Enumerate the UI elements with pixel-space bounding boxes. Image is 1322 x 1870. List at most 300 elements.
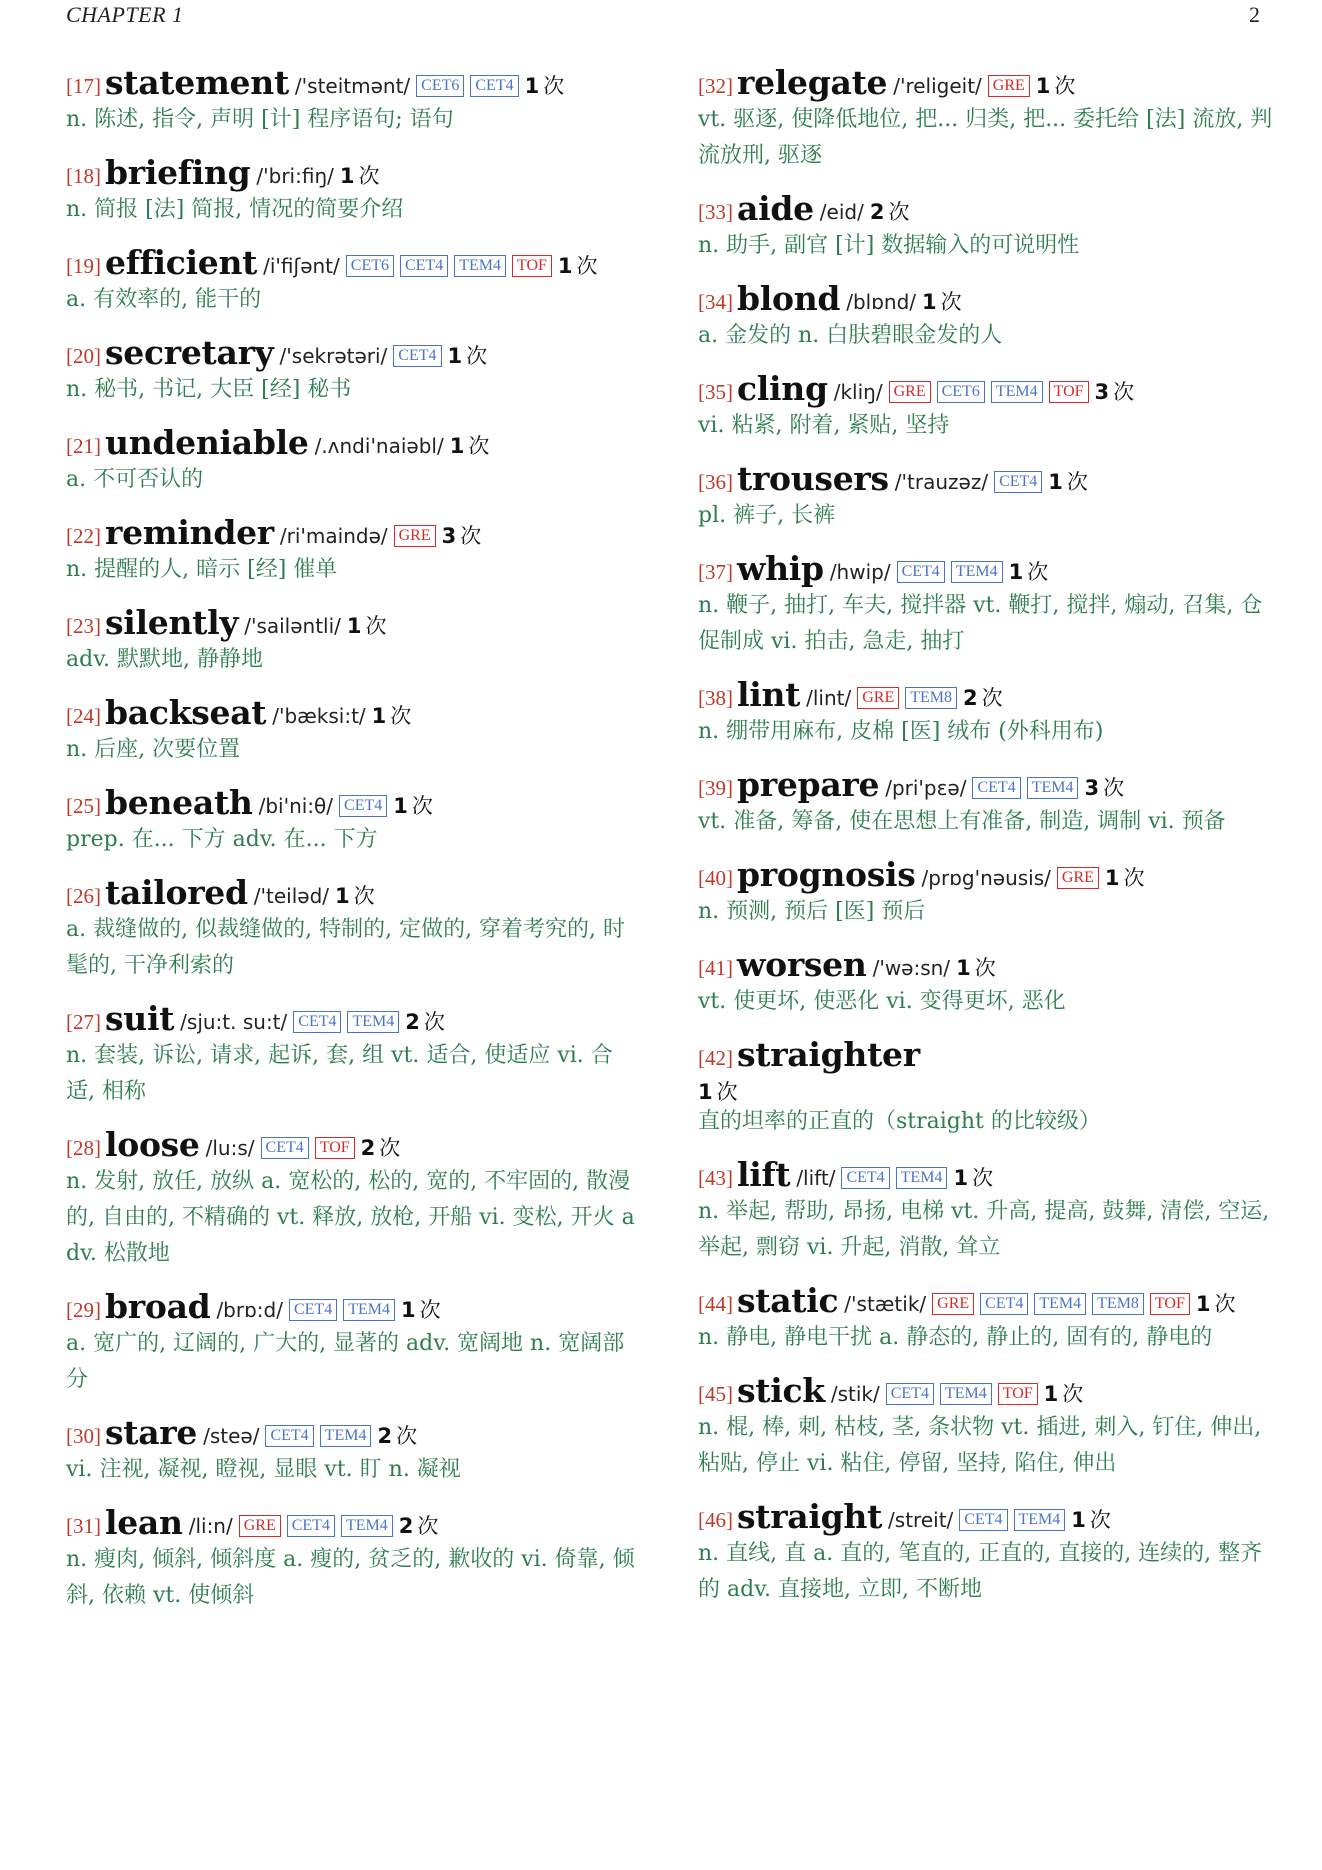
entry-headline [66,154,641,192]
count-number: 3 [441,524,457,548]
headword: whip [737,549,824,588]
exam-tag: TEM4 [1027,777,1079,799]
vocab-entry [66,604,641,678]
headword: trousers [737,459,889,498]
count-number: 1 [335,884,350,908]
frequency-count [953,1159,993,1197]
headword: lint [737,675,801,714]
definition: n. 陈述, 指令, 声明 [计] 程序语句; 语句 [66,107,454,132]
entry-headline [698,1156,1273,1194]
frequency-count [698,1077,738,1107]
exam-tag: CET4 [972,777,1020,799]
vocab-entry [698,946,1273,1020]
exam-tag: GRE [1057,867,1099,889]
definition: n. 绷带用麻布, 皮棉 [医] 绒布 (外科用布) [698,719,1104,744]
exam-tag: CET4 [393,345,441,367]
headword: secretary [105,333,274,372]
vocab-entry [66,334,641,408]
frequency-count [1095,373,1135,411]
count-unit: 次 [1062,1382,1084,1406]
exam-tag: TEM4 [1014,1509,1066,1531]
headword: straight [737,1497,883,1536]
headword: straighter [737,1035,920,1074]
count-unit: 次 [1123,866,1145,890]
entry-index: [26] [66,884,101,908]
frequency-count [956,949,996,987]
entry-headline [66,694,641,732]
entry-headline [66,334,641,372]
exam-tag: CET6 [416,75,464,97]
entry-index: [35] [698,380,733,404]
count-unit: 次 [543,74,565,98]
exam-tag: CET6 [346,255,394,277]
exam-tag: CET4 [293,1011,341,1033]
phonetic: /'sekrətəri/ [279,344,388,368]
exam-tag: TEM4 [347,1011,399,1033]
entry-headline [66,1504,641,1542]
definition: n. 瘦肉, 倾斜, 倾斜度 a. 瘦的, 贫乏的, 歉收的 vi. 倚靠, 倾斜, 依赖 vt. 使倾斜 [66,1547,635,1608]
phonetic: /streit/ [888,1508,954,1532]
count-unit: 次 [981,686,1003,710]
definition: n. 直线, 直 a. 直的, 笔直的, 正直的, 直接的, 连续的, 整齐的 adv. 直接地, 立即, 不断地 [698,1541,1263,1602]
count-unit: 次 [1113,380,1135,404]
vocab-entry [66,244,641,318]
count-unit: 次 [358,164,380,188]
entry-headline [66,514,641,552]
definition: vt. 准备, 筹备, 使在思想上有准备, 制造, 调制 vi. 预备 [698,809,1226,834]
definition: n. 棍, 棒, 刺, 枯枝, 茎, 条状物 vt. 插进, 刺入, 钉住, 伸出, 粘贴, 停止 vi. 粘住, 停留, 坚持, 陷住, 伸出 [698,1415,1262,1476]
exam-tag: CET4 [470,75,518,97]
entry-index: [24] [66,704,101,728]
vocab-entry [66,424,641,498]
headword: prognosis [737,855,916,894]
running-head [66,0,1260,30]
count-unit: 次 [576,254,598,278]
headword: relegate [737,63,888,102]
count-number: 1 [400,1298,416,1322]
phonetic: /sju:t. su:t/ [180,1010,288,1034]
vocab-entry [698,550,1273,660]
vocab-entry [698,1036,1273,1140]
count-unit: 次 [379,1136,401,1160]
exam-tag: TOF [512,255,552,277]
phonetic: /pri'pɛə/ [885,776,967,800]
exam-tag: TEM4 [343,1299,395,1321]
exam-tag: TEM4 [940,1383,992,1405]
count-unit: 次 [716,1080,738,1104]
headword: aide [737,189,814,228]
count-unit: 次 [460,524,482,548]
phonetic: /'bæksi:t/ [272,704,366,728]
frequency-count [448,337,488,375]
frequency-count [347,607,387,645]
count-number: 1 [1035,74,1051,98]
frequency-count [1009,553,1049,591]
phonetic: /'trauzəz/ [894,470,989,494]
phonetic: /hwip/ [829,560,891,584]
entry-index: [22] [66,524,101,548]
exam-tag: TEM8 [905,687,957,709]
definition: vi. 粘紧, 附着, 紧贴, 坚持 [698,413,950,438]
entry-index: [38] [698,686,733,710]
headword: prepare [737,765,880,804]
headword: stick [737,1371,825,1410]
count-number: 1 [698,1080,713,1104]
exam-tag: GRE [988,75,1030,97]
definition: pl. 裤子, 长裤 [698,503,836,528]
headword: suit [105,999,175,1038]
frequency-count [558,247,598,285]
headword: silently [105,603,239,642]
entry-index: [20] [66,344,101,368]
entry-headline [698,280,1273,318]
phonetic: /brɒ:d/ [216,1298,283,1322]
definition: n. 鞭子, 抽打, 车夫, 搅拌器 vt. 鞭打, 搅拌, 煽动, 召集, 仓促制成 vi. 拍击, 急走, 抽打 [698,593,1263,654]
frequency-count [1084,769,1124,807]
count-number: 1 [393,794,408,818]
phonetic: /lift/ [796,1166,836,1190]
phonetic: /lint/ [806,686,852,710]
frequency-count [405,1003,445,1041]
count-unit: 次 [466,344,488,368]
count-number: 1 [922,290,937,314]
entry-index: [33] [698,200,733,224]
exam-tag: CET4 [400,255,448,277]
count-unit: 次 [396,1424,418,1448]
phonetic: /lu:s/ [205,1136,255,1160]
phonetic: /eid/ [819,200,864,224]
phonetic: /'religeit/ [893,74,982,98]
entry-index: [43] [698,1166,733,1190]
count-unit: 次 [423,1010,445,1034]
phonetic: /bi'ni:θ/ [258,794,334,818]
phonetic: /i'fiʃənt/ [263,254,340,278]
exam-tag: CET4 [841,1167,889,1189]
definition: n. 简报 [法] 简报, 情况的简要介绍 [66,197,404,222]
vocab-entry [66,1504,641,1614]
vocab-entry [698,1372,1273,1482]
exam-tag: CET4 [261,1137,309,1159]
headword: backseat [105,693,267,732]
phonetic: /'wə:sn/ [872,956,951,980]
entry-index: [42] [698,1046,733,1070]
entry-index: [18] [66,164,101,188]
headword: efficient [105,243,258,282]
chapter-title: CHAPTER 1 [66,2,184,27]
entry-headline [66,1288,641,1326]
entry-headline [66,874,641,912]
frequency-count [361,1129,401,1167]
headword: lean [105,1503,183,1542]
entry-index: [27] [66,1010,101,1034]
count-unit: 次 [972,1166,994,1190]
entry-index: [44] [698,1292,733,1316]
vocab-entry [698,856,1273,930]
vocab-entry [66,694,641,768]
exam-tag: TOF [1150,1293,1190,1315]
vocab-entry [66,1000,641,1110]
exam-tag: GRE [239,1515,281,1537]
entry-headline [66,1414,641,1452]
exam-tag: TOF [315,1137,355,1159]
frequency-count [372,697,412,735]
count-unit: 次 [390,704,412,728]
entry-headline [698,370,1273,408]
frequency-count [450,427,490,465]
entry-index: [30] [66,1424,101,1448]
exam-tag: CET4 [994,471,1042,493]
exam-tag: TEM4 [991,381,1043,403]
count-number: 1 [1104,866,1120,890]
headword: lift [737,1155,791,1194]
frequency-count [401,1291,441,1329]
frequency-count [525,67,565,105]
count-number: 1 [339,164,355,188]
entry-count-line [698,1074,1273,1104]
definition: a. 裁缝做的, 似裁缝做的, 特制的, 定做的, 穿着考究的, 时髦的, 干净利索的 [66,917,626,978]
phonetic: /stik/ [830,1382,880,1406]
headword: loose [105,1125,200,1164]
count-number: 1 [371,704,387,728]
exam-tag: TEM4 [454,255,506,277]
definition: adv. 默默地, 静静地 [66,647,263,672]
entry-headline [66,604,641,642]
entry-index: [36] [698,470,733,494]
entry-headline [698,460,1273,498]
count-unit: 次 [1103,776,1125,800]
count-unit: 次 [940,290,962,314]
definition: a. 宽广的, 辽阔的, 广大的, 显著的 adv. 宽阔地 n. 宽阔部分 [66,1331,625,1392]
definition: n. 预测, 预后 [医] 预后 [698,899,926,924]
entry-index: [25] [66,794,101,818]
vocab-entry [698,766,1273,840]
count-unit: 次 [974,956,996,980]
entry-headline [698,1036,1273,1074]
count-number: 1 [1195,1292,1211,1316]
vocab-entry [66,1288,641,1398]
entry-index: [40] [698,866,733,890]
phonetic: /.ʌndi'naiəbl/ [314,434,444,458]
definition: a. 金发的 n. 白肤碧眼金发的人 [698,323,1003,348]
count-unit: 次 [419,1298,441,1322]
vocab-entry [698,676,1273,750]
vocab-entry [66,1414,641,1488]
right-column [698,64,1273,1608]
frequency-count [1105,859,1145,897]
entry-headline [698,946,1273,984]
headword: briefing [105,153,251,192]
phonetic: /'stætik/ [844,1292,927,1316]
definition: n. 提醒的人, 暗示 [经] 催单 [66,557,338,582]
exam-tag: TEM4 [320,1425,372,1447]
frequency-count [922,283,962,321]
entry-index: [34] [698,290,733,314]
phonetic: /steə/ [203,1424,260,1448]
count-number: 1 [447,344,463,368]
count-number: 2 [398,1514,414,1538]
count-number: 1 [1008,560,1024,584]
vocab-entry [66,784,641,858]
exam-tag: TEM8 [1092,1293,1144,1315]
entry-headline [698,856,1273,894]
frequency-count [393,787,433,825]
entry-headline [66,784,641,822]
exam-tag: TEM4 [896,1167,948,1189]
entry-headline [698,190,1273,228]
entry-headline [698,1282,1273,1320]
count-unit: 次 [365,614,387,638]
entry-index: [41] [698,956,733,980]
count-unit: 次 [1214,1292,1236,1316]
exam-tag: TEM4 [1034,1293,1086,1315]
definition: vi. 注视, 凝视, 瞪视, 显眼 vt. 盯 n. 凝视 [66,1457,461,1482]
vocab-entry [698,1156,1273,1266]
count-number: 1 [449,434,465,458]
count-number: 1 [956,956,971,980]
phonetic: /'sailəntli/ [244,614,341,638]
entry-index: [39] [698,776,733,800]
phonetic: /kliŋ/ [833,380,883,404]
page-number: 2 [1249,2,1260,27]
entry-headline [66,424,641,462]
frequency-count [335,877,375,915]
entry-index: [17] [66,74,101,98]
headword: stare [105,1413,198,1452]
phonetic: /'bri:fiŋ/ [256,164,334,188]
count-number: 1 [524,74,540,98]
count-unit: 次 [1089,1508,1111,1532]
entry-headline [66,244,641,282]
headword: beneath [105,783,253,822]
entry-index: [21] [66,434,101,458]
entry-headline [66,1126,641,1164]
exam-tag: GRE [932,1293,974,1315]
definition: n. 助手, 副官 [计] 数据输入的可说明性 [698,233,1080,258]
exam-tag: CET4 [339,795,387,817]
count-number: 2 [360,1136,376,1160]
vocab-entry [66,64,641,138]
definition: n. 静电, 静电干扰 a. 静态的, 静止的, 固有的, 静电的 [698,1325,1213,1350]
entry-headline [66,1000,641,1038]
vocab-entry [698,1498,1273,1608]
entry-headline [698,766,1273,804]
count-number: 1 [346,614,362,638]
vocab-entry [698,370,1273,444]
count-unit: 次 [468,434,490,458]
headword: tailored [105,873,248,912]
frequency-count [340,157,380,195]
phonetic: /blɒnd/ [846,290,916,314]
definition: a. 有效率的, 能干的 [66,287,262,312]
count-unit: 次 [888,200,910,224]
frequency-count [870,193,910,231]
entry-index: [46] [698,1508,733,1532]
headword: blond [737,279,841,318]
frequency-count [377,1417,417,1455]
entry-headline [698,676,1273,714]
entry-headline [698,1372,1273,1410]
exam-tag: TEM4 [951,561,1003,583]
headword: static [737,1281,839,1320]
exam-tag: TEM4 [341,1515,393,1537]
exam-tag: GRE [394,525,436,547]
vocab-entry [66,1126,641,1272]
count-number: 2 [963,686,978,710]
phonetic: /prɒg'nəusis/ [921,866,1051,890]
entry-headline [698,1498,1273,1536]
count-number: 1 [1048,470,1063,494]
exam-tag: CET4 [980,1293,1028,1315]
count-number: 1 [953,1166,969,1190]
frequency-count [399,1507,439,1545]
headword: worsen [737,945,867,984]
headword: broad [105,1287,211,1326]
vocab-entry [698,190,1273,264]
exam-tag: TOF [998,1383,1038,1405]
exam-tag: TOF [1049,381,1089,403]
count-number: 2 [405,1010,420,1034]
exam-tag: CET4 [289,1299,337,1321]
entry-index: [28] [66,1136,101,1160]
phonetic: /ri'maində/ [279,524,388,548]
exam-tag: CET4 [897,561,945,583]
vocab-entry [66,154,641,228]
vocab-entry [698,1282,1273,1356]
definition: vt. 驱逐, 使降低地位, 把... 归类, 把... 委托给 [法] 流放, 判流放刑, 驱逐 [698,107,1273,168]
count-number: 1 [1071,1508,1086,1532]
frequency-count [1196,1285,1236,1323]
exam-tag: CET6 [937,381,985,403]
entry-index: [32] [698,74,733,98]
entry-index: [19] [66,254,101,278]
vocab-entry [698,280,1273,354]
count-unit: 次 [417,1514,439,1538]
vocab-entry [66,514,641,588]
phonetic: /'steitmənt/ [294,74,411,98]
exam-tag: GRE [857,687,899,709]
entry-headline [698,64,1273,102]
exam-tag: CET4 [265,1425,313,1447]
count-number: 1 [557,254,573,278]
phonetic: /'teiləd/ [253,884,329,908]
headword: cling [737,369,828,408]
entry-headline [698,550,1273,588]
definition: a. 不可否认的 [66,467,204,492]
definition: n. 后座, 次要位置 [66,737,241,762]
frequency-count [1048,463,1088,501]
frequency-count [442,517,482,555]
headword: undeniable [105,423,309,462]
definition: n. 发射, 放任, 放纵 a. 宽松的, 松的, 宽的, 不牢固的, 散漫的, 自由的, 不精确的 vt. 释放, 放枪, 开船 vi. 变松, 开火 adv. 松散地 [66,1169,635,1266]
exam-tag: CET4 [959,1509,1007,1531]
definition: n. 举起, 帮助, 昂扬, 电梯 vt. 升高, 提高, 鼓舞, 清偿, 空运, 举起, 剽窃 vi. 升起, 消散, 耸立 [698,1199,1270,1260]
definition: vt. 使更坏, 使恶化 vi. 变得更坏, 恶化 [698,989,1066,1014]
frequency-count [1044,1375,1084,1413]
count-unit: 次 [411,794,433,818]
entry-index: [29] [66,1298,101,1322]
definition: prep. 在... 下方 adv. 在... 下方 [66,827,378,852]
vocab-entry [698,64,1273,174]
count-number: 2 [869,200,885,224]
headword: statement [105,63,289,102]
vocab-entry [66,874,641,984]
count-unit: 次 [353,884,375,908]
entry-headline [66,64,641,102]
exam-tag: CET4 [886,1383,934,1405]
frequency-count [1036,67,1076,105]
frequency-count [963,679,1003,717]
count-unit: 次 [1066,470,1088,494]
